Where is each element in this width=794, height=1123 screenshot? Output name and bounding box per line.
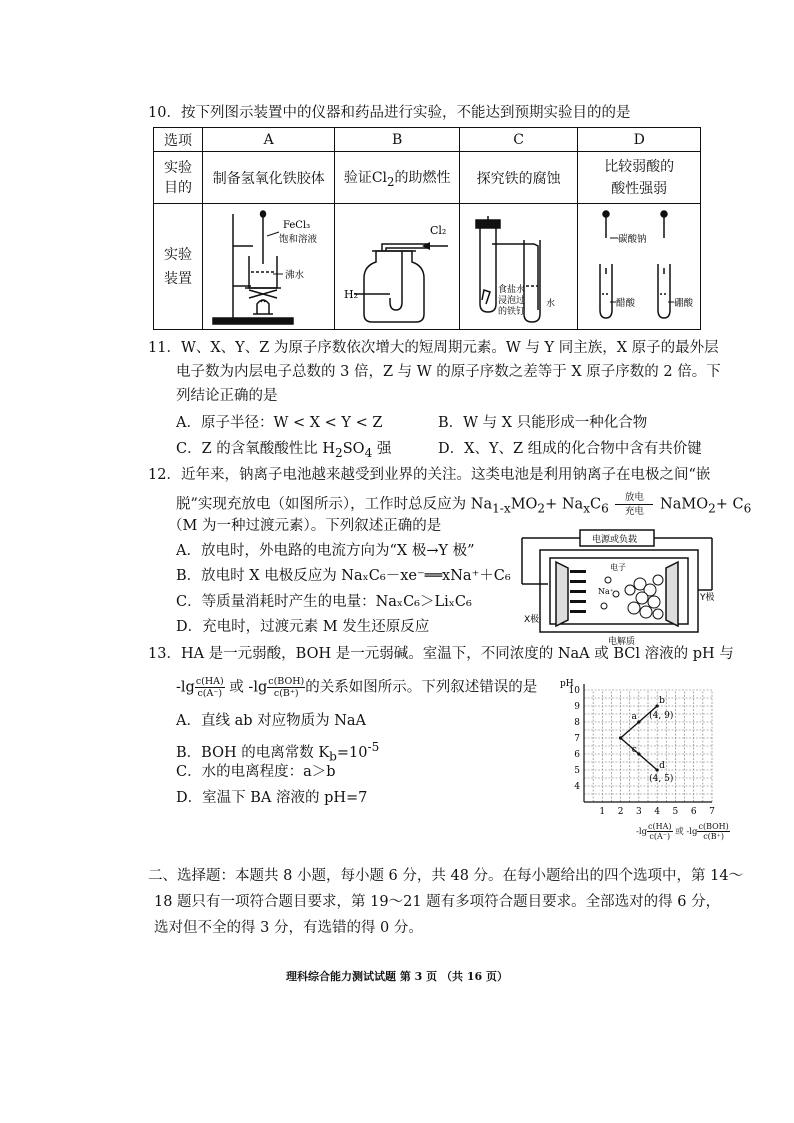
purpose-b: 验证$Cl_2$的助燃性 bbox=[335, 152, 459, 204]
series-point-cd bbox=[637, 752, 640, 755]
y-tick-label: 7 bbox=[574, 734, 580, 744]
label-salt-2: 浸泡过 bbox=[497, 295, 525, 306]
q13-option-d: D．室温下 BA 溶液的 pH=7 bbox=[176, 790, 368, 806]
colloid-apparatus-icon bbox=[205, 206, 333, 328]
point-label-c: c bbox=[631, 745, 637, 755]
apparatus-d bbox=[578, 204, 701, 330]
purpose-c: 探究铁的腐蚀 bbox=[459, 152, 578, 204]
label-na-ion: Na⁺ bbox=[598, 587, 614, 596]
label-y-electrode: Y极 bbox=[700, 593, 715, 603]
label-x-electrode: X极 bbox=[524, 615, 540, 625]
q11-option-b: B．W 与 X 只能形成一种化合物 bbox=[438, 415, 648, 431]
point-label-d: d bbox=[659, 761, 665, 771]
q11-option-a: A．原子半径：W < X < Y < Z bbox=[176, 415, 383, 431]
point-label-a: a bbox=[631, 712, 637, 722]
annotation-b: (4, 9) bbox=[649, 711, 674, 721]
header-option: 选项 bbox=[154, 128, 203, 152]
label-h2: H₂ bbox=[344, 287, 359, 301]
apparatus-label: 实验 装置 bbox=[154, 204, 203, 330]
label-salt-1: 食盐水 bbox=[497, 284, 525, 295]
q11-option-c: C．Z 的含氧酸酸性比 $H_2SO_4$ 强 bbox=[176, 441, 392, 460]
label-power-load: 电源或负载 bbox=[592, 535, 638, 545]
q12-line-1: 12．近年来，钠离子电池越来越受到业界的关注。这类电池是利用钠离子在电极之间“嵌 bbox=[148, 467, 711, 483]
annotation-d: (4, 5) bbox=[649, 774, 674, 784]
point-label-b: b bbox=[659, 696, 665, 706]
label-saturated: 饱和溶液 bbox=[278, 233, 317, 245]
q12-line-3: （M 为一种过渡元素）。下列叙述正确的是 bbox=[168, 518, 442, 534]
q13-line-2: -lg $\frac{c(HA)}{c(A^-)}$ 或 -lg $\frac{\text{c(BOH)}}{c(B^+)}$ 的关系如图所示。下列叙述错误的是 bbox=[176, 676, 538, 699]
section2-line-2: 18 题只有一项符合题目要求，第 19～21 题有多项符合题目要求。全部选对的得 6 分， bbox=[154, 894, 721, 910]
q13-option-c: C．水的电离程度：a＞b bbox=[176, 764, 336, 780]
q12-option-d: D．充电时，过渡元素 M 发生还原反应 bbox=[176, 619, 430, 635]
y-tick-label: 10 bbox=[568, 686, 580, 696]
x-tick-label: 5 bbox=[672, 807, 679, 817]
q10-table bbox=[153, 127, 701, 330]
purpose-label: 实验 目的 bbox=[154, 152, 203, 204]
q13-option-b: B．BOH 的电离常数 $K_b=10^{-5}$ bbox=[176, 740, 380, 764]
header-a: A bbox=[202, 128, 335, 152]
y-tick-label: 4 bbox=[574, 782, 580, 792]
q13-option-a: A．直线 ab 对应物质为 NaA bbox=[176, 713, 367, 729]
y-tick-label: 6 bbox=[574, 750, 580, 760]
series-point-ab bbox=[637, 720, 640, 723]
purpose-a: 制备氢氧化铁胶体 bbox=[202, 152, 335, 204]
weak-acid-tubes-icon bbox=[580, 206, 698, 328]
q12-option-b: B．放电时 X 电极反应为 NaₓC₆－xe⁻══xNa⁺＋C₆ bbox=[176, 568, 511, 584]
label-boiling-water: 沸水 bbox=[284, 269, 304, 281]
label-acetic-acid: 醋酸 bbox=[616, 297, 636, 309]
x-tick-label: 3 bbox=[635, 807, 642, 817]
apparatus-a bbox=[202, 204, 335, 330]
q10-stem: 10．按下列图示装置中的仪器和药品进行实验，不能达到预期实验目的的是 bbox=[148, 105, 631, 121]
y-tick-label: 9 bbox=[574, 702, 580, 712]
series-point-cd bbox=[619, 736, 622, 739]
reversible-arrow: 放电 充电 bbox=[615, 492, 653, 517]
x-tick-label: 2 bbox=[617, 807, 624, 817]
label-sodium-carbonate: 碳酸钠 bbox=[618, 233, 647, 245]
sodium-battery-diagram bbox=[512, 528, 722, 648]
label-electrolyte: 电解质 bbox=[608, 637, 636, 647]
section2-line-1: 二、选择题：本题共 8 小题，每小题 6 分，共 48 分。在每小题给出的四个选项中，第 14～ bbox=[148, 868, 744, 884]
q12-option-c: C．等质量消耗时产生的电量：NaₓC₆＞LiₓC₆ bbox=[176, 594, 472, 610]
iron-corrosion-icon bbox=[462, 206, 576, 328]
page-footer: 理科综合能力测试试题 第 3 页 （共 16 页） bbox=[286, 970, 508, 983]
label-salt-3: 的铁钉 bbox=[497, 306, 525, 317]
gas-bottle-icon bbox=[338, 206, 456, 328]
header-b: B bbox=[335, 128, 459, 152]
q11-option-d: D．X、Y、Z 组成的化合物中含有共价键 bbox=[438, 441, 702, 457]
q11-line-2: 电子数为内层电子总数的 3 倍，Z 与 W 的原子序数之差等于 X 原子序数的 2 倍。下 bbox=[176, 364, 721, 380]
label-cl2: Cl₂ bbox=[430, 223, 447, 237]
x-tick-label: 4 bbox=[654, 807, 661, 817]
q11-line-3: 列结论正确的是 bbox=[176, 388, 278, 404]
y-tick-label: 8 bbox=[574, 718, 580, 728]
q12-line-2: 脱”实现充放电（如图所示），工作时总反应为 $Na_{1-x}MO_2+ Na_xC_6$ 放电 充电 NaMO$_2$+ $C_6$ bbox=[176, 492, 752, 517]
apparatus-c bbox=[459, 204, 578, 330]
x-tick-label: 6 bbox=[690, 807, 697, 817]
q13-line-1: 13．HA 是一元弱酸，BOH 是一元弱碱。室温下，不同浓度的 NaA 或 BCl 溶液的 pH 与 bbox=[148, 646, 734, 662]
chart-y-label: pH bbox=[560, 679, 574, 689]
section2-line-3: 选对但不全的得 3 分，有选错的得 0 分。 bbox=[154, 920, 423, 936]
header-c: C bbox=[459, 128, 578, 152]
label-fecl3: FeCl₃ bbox=[282, 219, 310, 231]
x-tick-label: 7 bbox=[709, 807, 715, 817]
label-water-c: 水 bbox=[545, 298, 555, 309]
q11-line-1: 11．W、X、Y、Z 为原子序数依次增大的短周期元素。W 与 Y 同主族，X 原子的最外层 bbox=[148, 340, 719, 356]
apparatus-b bbox=[335, 204, 459, 330]
label-electron: 电子 bbox=[610, 563, 626, 572]
chart-x-label: -lg $\frac{c(HA)}{c(A^-)}$ 或 -lg $\frac{\text{c(BOH)}}{c(B^+)}$ bbox=[636, 822, 729, 841]
purpose-d: 比较弱酸的 酸性强弱 bbox=[578, 152, 701, 204]
chart-grid bbox=[584, 690, 712, 802]
x-tick-label: 1 bbox=[599, 807, 606, 817]
q12-option-a: A．放电时，外电路的电流方向为“X 极→Y 极” bbox=[176, 543, 475, 559]
chart-labels bbox=[569, 686, 716, 817]
header-d: D bbox=[578, 128, 701, 152]
label-boric-acid: 硼酸 bbox=[674, 297, 694, 309]
y-tick-label: 5 bbox=[574, 766, 580, 776]
